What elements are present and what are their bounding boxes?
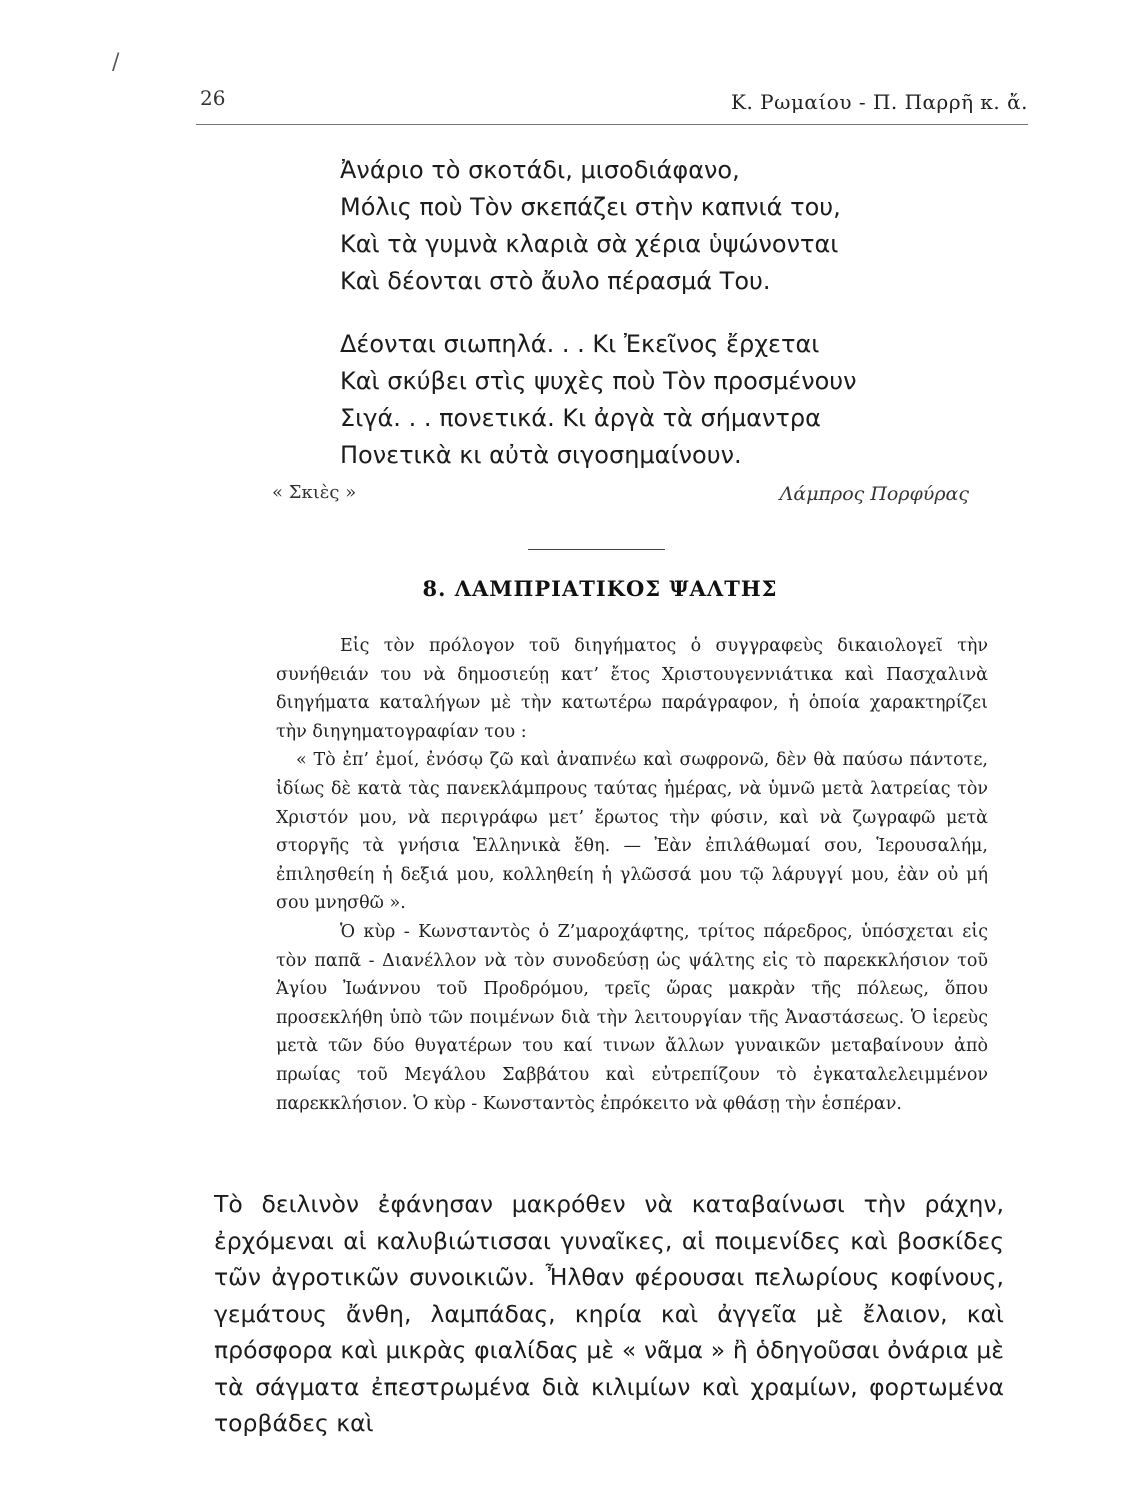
story-paragraph: Τὸ δειλινὸν ἐφάνησαν μακρόθεν νὰ καταβαίνωσι τὴν ράχην, ἐρχόμεναι αἱ καλυβιώτισσαι γυναῖκες, αἱ ποιμενίδες καὶ βοσκίδες τῶν ἀγροτικῶν συνοικιῶν. Ἦλθαν φέρουσαι πελωρίους κοφίνους, γεμάτους ἄνθη, λαμπάδας, κηρία καὶ ἀγγεῖα μὲ ἔλαιον, καὶ πρόσφορα καὶ μικρὰς φιαλίδας μὲ « νᾶμα » ἢ ὁδηγοῦσαι ὀνάρια μὲ τὰ σάγματα ἐπεστρωμένα διὰ κιλιμίων καὶ χραμίων, φορτωμένα τορβάδες καὶ xyxy=(214,1190,1004,1437)
page-number: 26 xyxy=(200,86,226,110)
poem-source: « Σκιὲς » xyxy=(272,482,357,503)
poem-stanza xyxy=(340,152,980,300)
poem-line: Πονετικὰ κι αὐτὰ σιγοσημαίνουν. xyxy=(340,441,742,469)
header-rule xyxy=(196,124,1028,125)
poem xyxy=(340,152,980,474)
poem-line: Καὶ σκύβει στὶς ψυχὲς ποὺ Τὸν προσμένουν xyxy=(340,367,857,395)
poem-author: Λάμπρος Πορφύρας xyxy=(779,483,969,505)
intro-paragraph: Εἰς τὸν πρόλογον τοῦ διηγήματος ὁ συγγραφεὺς δικαιολογεῖ τὴν συνήθειάν του νὰ δημοσιεύῃ κατ’ ἔτος Χριστουγεννιάτικα καὶ Πασχαλινὰ διηγήματα καταλήγων μὲ τὴν κατωτέρω παράγραφον, ἡ ὁποία χαρακτηρίζει τὴν διηγηματογραφίαν του : xyxy=(276,636,988,742)
poem-line: Σιγά. . . πονετικά. Κι ἀργὰ τὰ σήμαντρα xyxy=(340,404,821,432)
poem-line: Δέονται σιωπηλά. . . Κι Ἐκεῖνος ἔρχεται xyxy=(340,330,820,358)
section-divider xyxy=(528,549,665,550)
running-head: Κ. Ρωμαίου - Π. Παρρῆ κ. ἄ. xyxy=(731,90,1028,114)
poem-line: Ἀνάριο τὸ σκοτάδι, μισοδιάφανο, xyxy=(340,156,740,184)
poem-line: Καὶ δέονται στὸ ἄυλο πέρασμά Του. xyxy=(340,267,771,295)
poem-stanza xyxy=(340,326,980,474)
poem-line: Καὶ τὰ γυμνὰ κλαριὰ σὰ χέρια ὑψώνονται xyxy=(340,230,839,258)
page-header xyxy=(200,86,1028,122)
story-text xyxy=(214,1186,1004,1442)
chapter-introduction xyxy=(276,632,988,1118)
intro-quote-paragraph: « Τὸ ἐπ’ ἐμοί, ἐνόσῳ ζῶ καὶ ἀναπνέω καὶ σωφρονῶ, δὲν θὰ παύσω πάντοτε, ἰδίως δὲ κατὰ τὰς πανεκλάμπρους ταύτας ἡμέρας, νὰ ὑμνῶ μετὰ λατρείας τὸν Χριστόν μου, νὰ περιγράφω μετ’ ἔρωτος τὴν φύσιν, καὶ νὰ ζωγραφῶ μετὰ στοργῆς τὰ γνήσια Ἑλληνικὰ ἔθη. — Ἐὰν ἐπιλάθωμαί σου, Ἱερουσαλήμ, ἐπιλησθείη ἡ δεξιά μου, κολληθείη ἡ γλῶσσά μου τῷ λάρυγγί μου, ἐὰν οὐ μή σου μνησθῶ ». xyxy=(276,750,988,914)
chapter-title: 8. ΛΑΜΠΡΙΑΤΙΚΟΣ ΨΑΛΤΗΣ xyxy=(422,576,778,601)
margin-pencil-mark: / xyxy=(112,50,120,75)
intro-paragraph: Ὁ κὺρ - Κωνσταντὸς ὁ Ζ’μαροχάφτης, τρίτος πάρεδρος, ὑπόσχεται εἰς τὸν παπᾶ - Διανέλλον νὰ τὸν συνοδεύσῃ ὡς ψάλτης εἰς τὸ παρεκκλήσιον τοῦ Ἁγίου Ἰωάννου τοῦ Προδρόμου, τρεῖς ὥρας μακρὰν τῆς πόλεως, ὅπου προσεκλήθη ὑπὸ τῶν ποιμένων διὰ τὴν λειτουργίαν τῆς Ἀναστάσεως. Ὁ ἱερεὺς μετὰ τῶν δύο θυγατέρων του καί τινων ἄλλων γυναικῶν μεταβαίνουν ἀπὸ πρωίας τοῦ Μεγάλου Σαββάτου καὶ εὐτρεπίζουν τὸ ἐγκαταλελειμμένον παρεκκλήσιον. Ὁ κὺρ - Κωνσταντὸς ἐπρόκειτο νὰ φθάσῃ τὴν ἑσπέραν. xyxy=(276,921,988,1114)
poem-line: Μόλις ποὺ Τὸν σκεπάζει στὴν καπνιά του, xyxy=(340,193,841,221)
